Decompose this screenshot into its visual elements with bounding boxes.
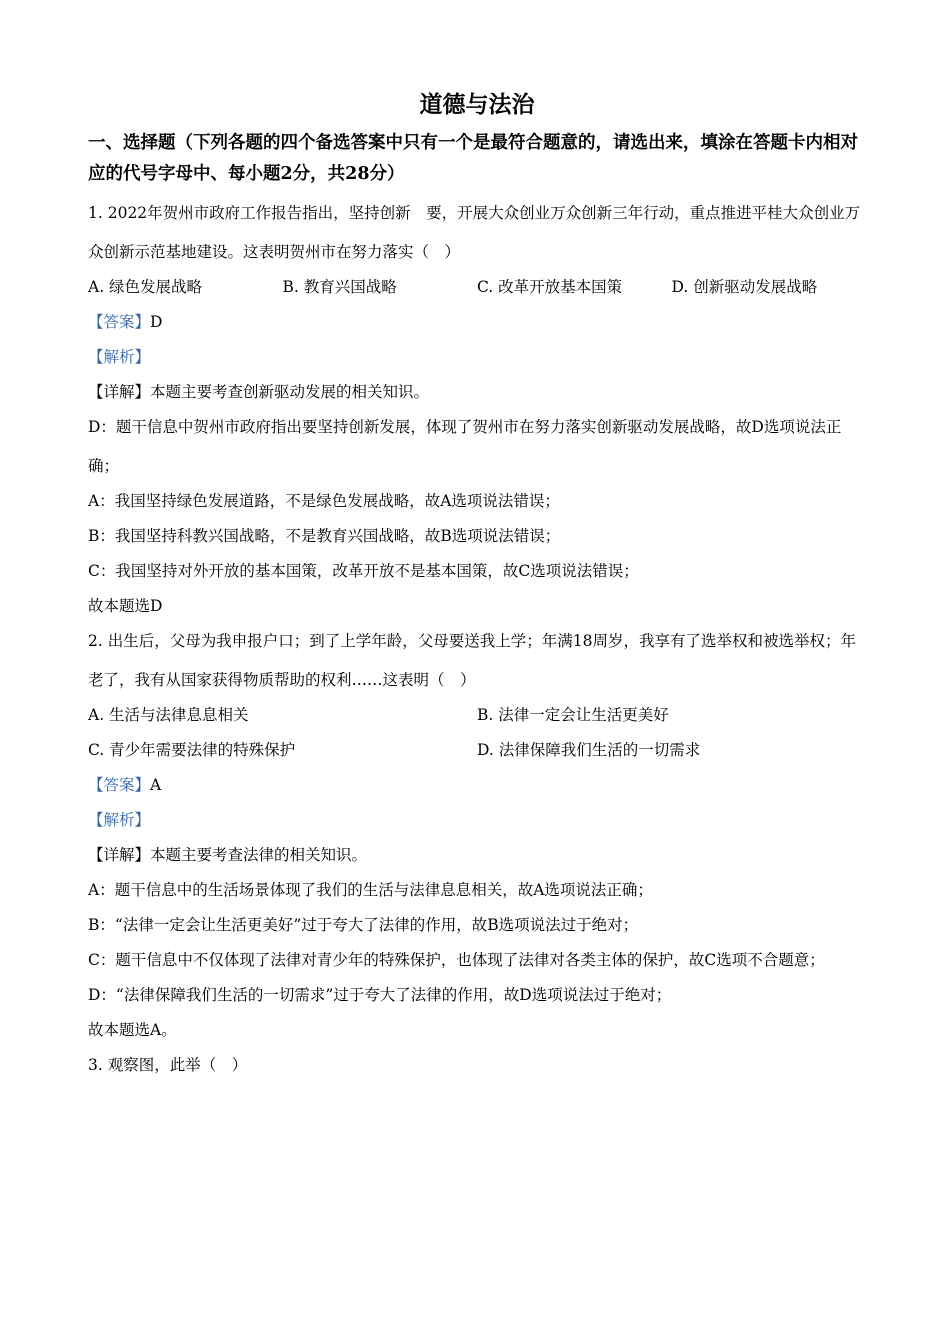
answer-line [88,305,866,340]
question-2-options-row-2 [88,733,866,768]
detail-line: 【详解】本题主要考查法律的相关知识。 [88,846,368,864]
option-c: C. 改革开放基本国策 [477,278,623,296]
option-b: B. 教育兴国战略 [282,278,397,296]
question-2-options-row-1 [88,698,866,733]
answer-line [88,768,866,803]
answer-value: A [150,776,162,794]
option-a: A. 生活与法律息息相关 [88,706,249,724]
option-c: C. 青少年需要法律的特殊保护 [88,741,296,759]
option-a: A. 绿色发展战略 [88,278,203,296]
question-2-stem: 2. 出生后，父母为我申报户口；到了上学年龄，父母要送我上学；年满18周岁，我享有了选举权和被选举权；年老了，我有从国家获得物质帮助的权利……这表明（ ） [88,632,856,689]
analysis-line [88,340,866,375]
option-d: D. 法律保障我们生活的一切需求 [477,741,701,759]
conclusion: 故本题选D [88,597,163,615]
section-heading: 一、选择题（下列各题的四个备选答案中只有一个是最符合题意的，请选出来，填涂在答题卡内相对应的代号字母中、每小题2分，共28分） [88,133,858,184]
explanation-a: A：我国坚持绿色发展道路，不是绿色发展战略，故A选项说法错误； [88,492,560,510]
explanation-d: D：“法律保障我们生活的一切需求”过于夸大了法律的作用，故D选项说法过于绝对； [88,986,672,1004]
option-d: D. 创新驱动发展战略 [671,278,818,296]
conclusion: 故本题选A。 [88,1021,177,1039]
detail-line: 【详解】本题主要考查创新驱动发展的相关知识。 [88,383,430,401]
analysis-line [88,803,866,838]
document-title: 道德与法治 [419,91,535,118]
explanation-d: D：题干信息中贺州市政府指出要坚持创新发展，体现了贺州市在努力落实创新驱动发展战略，故D选项说法正确； [88,418,842,475]
explanation-c: C：我国坚持对外开放的基本国策，改革开放不是基本国策，故C选项说法错误； [88,562,639,580]
question-3-stem: 3. 观察图，此举（ ） [88,1056,248,1074]
question-1-stem: 1. 2022年贺州市政府工作报告指出，坚持创新 要，开展大众创业万众创新三年行动，重点推进平桂大众创业万众创新示范基地建设。这表明贺州市在努力落实（ ） [88,204,861,261]
question-1-options [88,270,866,305]
explanation-b: B：我国坚持科教兴国战略，不是教育兴国战略，故B选项说法错误； [88,527,561,545]
answer-value: D [150,313,163,331]
analysis-tag: 【解析】 [88,348,151,366]
answer-tag: 【答案】 [88,313,151,331]
document-page [88,88,866,1083]
explanation-a: A：题干信息中的生活场景体现了我们的生活与法律息息相关，故A选项说法正确； [88,881,653,899]
answer-tag: 【答案】 [88,776,151,794]
analysis-tag: 【解析】 [88,811,151,829]
explanation-b: B：“法律一定会让生活更美好”过于夸大了法律的作用，故B选项说法过于绝对； [88,916,639,934]
option-b: B. 法律一定会让生活更美好 [477,706,669,724]
explanation-c: C：题干信息中不仅体现了法律对青少年的特殊保护，也体现了法律对各类主体的保护，故C选项不合题意； [88,951,825,969]
